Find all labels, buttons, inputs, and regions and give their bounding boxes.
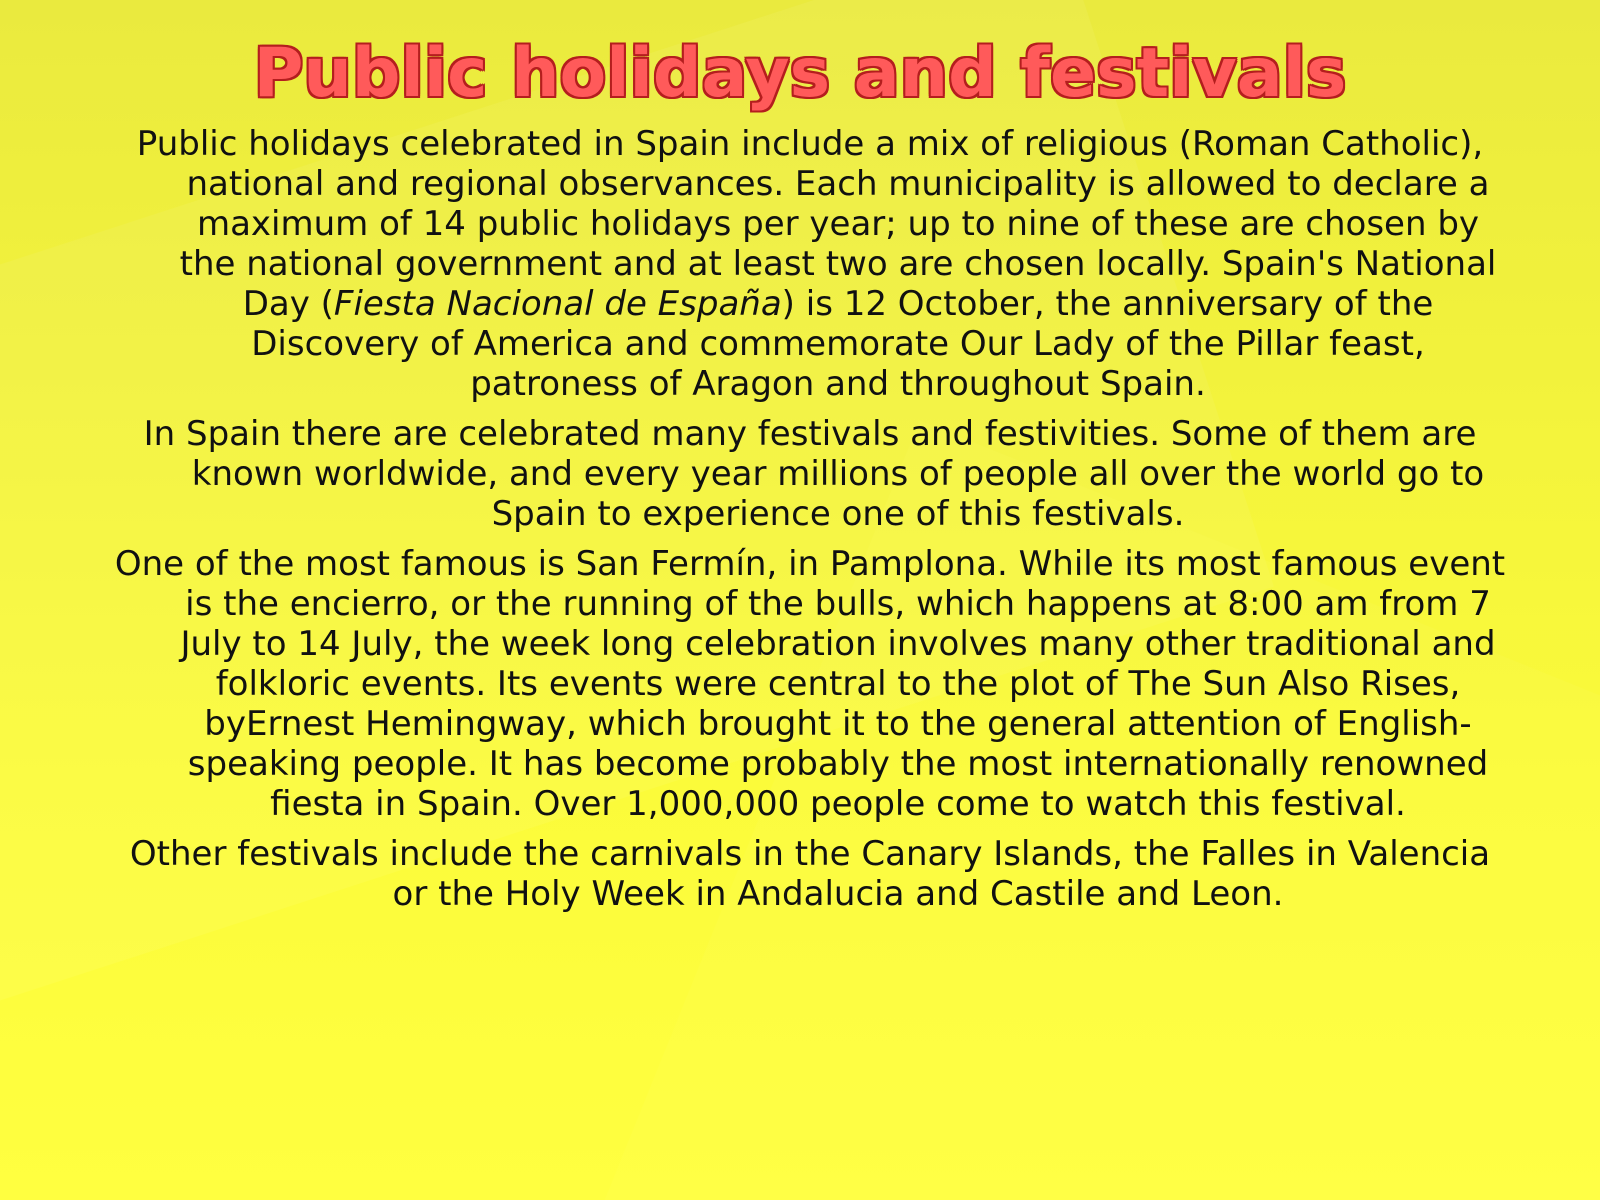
paragraph-san-fermin: One of the most famous is San Fermín, in Pamplona. While its most famous event is the encierro, or the running of the bulls, which happens at 8:00 am from 7 July to 14 July, the week long celebration involves many other traditional and folkloric events. Its events were central to the plot of The Sun Also Rises, byErnest Hemingway, which brought it to the general attention of English-speaking people. It has become probably the most internationally renowned fiesta in Spain. Over 1,000,000 people come to watch this festival.: [114, 544, 1506, 824]
paragraph-italic-text: Fiesta Nacional de España: [333, 284, 782, 324]
paragraph-festivals-intro: In Spain there are celebrated many festivals and festivities. Some of them are known worldwide, and every year millions of people all over the world go to Spain to experience one of this festivals.: [143, 414, 1485, 534]
paragraph-public-holidays: [110, 124, 1510, 404]
paragraph-other-festivals: Other festivals include the carnivals in the Canary Islands, the Falles in Valencia or the Holy Week in Andalucia and Castile and Leon.: [129, 834, 1491, 914]
paragraph-text: ) is 12 October, the anniversary of the Discovery of America and commemorate Our Lady of the Pillar feast, patroness of Aragon and throughout Spain.: [251, 284, 1434, 404]
slide-body: [110, 124, 1510, 924]
paragraph-text: Public holidays celebrated in Spain include a mix of religious (Roman Catholic), national and regional observances. Each municipality is allowed to declare a maximum of 14 public holidays per year; up to nine of these are chosen by the national government and at least two are chosen locally. Spain's National Day (: [136, 124, 1497, 324]
slide-title: Public holidays and festivals: [253, 34, 1347, 113]
